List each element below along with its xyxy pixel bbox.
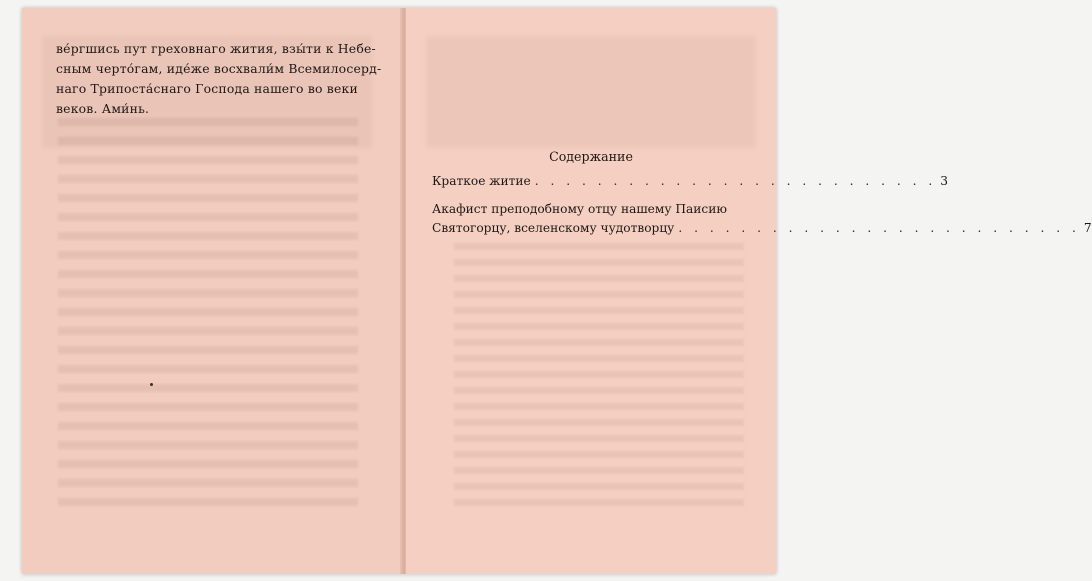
toc-entry-title-cont: Святогорцу, вселенскому чудотворцу	[432, 221, 675, 235]
leader-dots: . . . . . . . . . . . . . . . . . . . . . . . . . .	[678, 221, 1080, 235]
right-page	[406, 8, 1092, 574]
speck	[150, 383, 153, 386]
text-line: веков. Ами́нь.	[56, 101, 150, 116]
toc-entry-life[interactable]	[432, 172, 949, 191]
text-line: сным черто́гам, иде́же восхвали́м Всемилосерд-	[56, 61, 382, 76]
toc-entry-title: Акафист преподобному отцу нашему Паисию	[432, 202, 727, 216]
closing-prayer-text	[56, 39, 386, 119]
toc-title: Содержание	[549, 149, 633, 164]
book-spread	[22, 8, 1092, 574]
leader-dots: . . . . . . . . . . . . . . . . . . . . . . . . . .	[534, 174, 937, 188]
toc-page-number: 3	[940, 174, 949, 188]
table-of-contents	[432, 172, 1092, 247]
text-line: ве́ргшись пут греховнаго жития, взы́ти к Небе-	[56, 41, 376, 56]
text-line: наго Трипоста́снаго Господа нашего во веки	[56, 81, 358, 96]
toc-entry-title: Краткое житие	[432, 174, 531, 188]
toc-page-number: 7	[1083, 221, 1092, 235]
bleed-through-shade	[426, 36, 756, 148]
bleed-through-text	[58, 118, 358, 508]
left-page	[22, 8, 402, 574]
toc-entry-akathist[interactable]	[432, 200, 1092, 238]
bleed-through-text	[454, 243, 744, 513]
